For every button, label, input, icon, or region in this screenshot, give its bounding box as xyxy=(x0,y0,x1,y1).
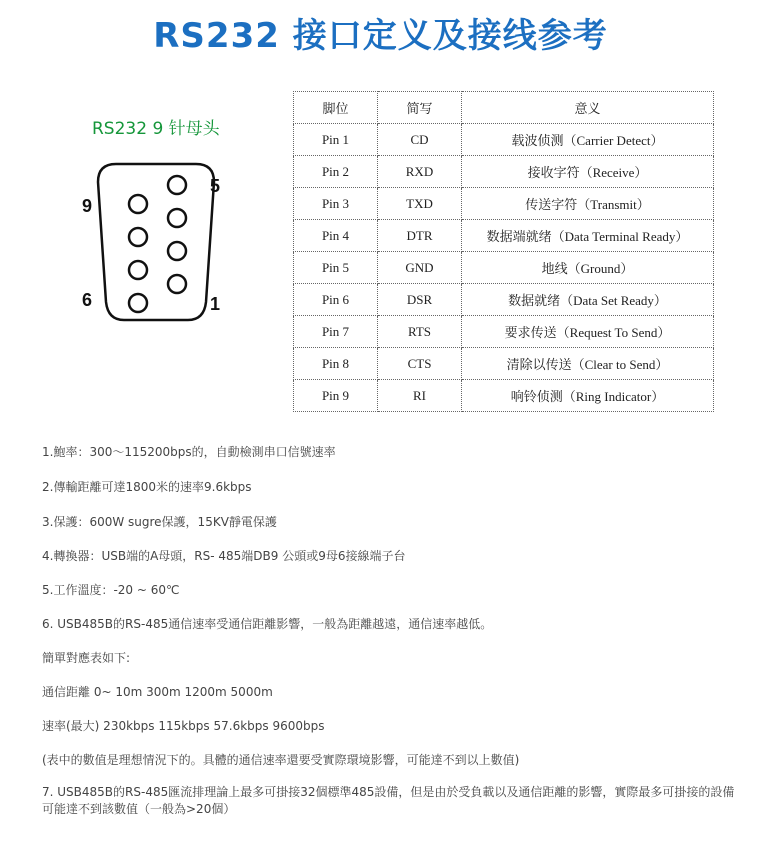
cell-meaning: 数据就绪（Data Set Ready） xyxy=(462,284,714,316)
connector-label: RS232 9 针母头 xyxy=(92,119,220,139)
note-converter: 4.轉換器：USB端的A母頭，RS- 485端DB9 公頭或9母6接線端子台 xyxy=(42,549,406,563)
pin-label-6: 6 xyxy=(82,290,93,310)
cell-pin: Pin 1 xyxy=(294,124,378,156)
cell-pin: Pin 4 xyxy=(294,220,378,252)
cell-meaning: 要求传送（Request To Send） xyxy=(462,316,714,348)
note-bus-devices: 7. USB485B的RS-485匯流排理論上最多可掛接32個標準485設備，但是由於受負載以及通信距離的影響，實際最多可掛接的設備可能達不到該數值（一般為>20個） xyxy=(42,785,735,816)
cell-abbr: DSR xyxy=(378,284,462,316)
cell-meaning: 接收字符（Receive） xyxy=(462,156,714,188)
pin-9-hole xyxy=(129,195,147,213)
pin-7-hole xyxy=(129,261,147,279)
pin-label-9: 9 xyxy=(82,196,93,216)
cell-pin: Pin 6 xyxy=(294,284,378,316)
pinout-table xyxy=(293,91,714,412)
pin-2-hole xyxy=(168,275,186,293)
cell-abbr: RI xyxy=(378,380,462,412)
cell-meaning: 响铃侦测（Ring Indicator） xyxy=(462,380,714,412)
cell-abbr: TXD xyxy=(378,188,462,220)
note-protection: 3.保護：600W sugre保護，15KV靜電保護 xyxy=(42,515,277,529)
note-temperature: 5.工作溫度：-20 ~ 60℃ xyxy=(42,583,180,597)
cell-pin: Pin 2 xyxy=(294,156,378,188)
note-distance-row: 通信距離 0~ 10m 300m 1200m 5000m xyxy=(42,685,273,699)
header-meaning: 意义 xyxy=(462,92,714,124)
header-abbr: 简写 xyxy=(378,92,462,124)
cell-abbr: GND xyxy=(378,252,462,284)
cell-meaning: 清除以传送（Clear to Send） xyxy=(462,348,714,380)
cell-meaning: 传送字符（Transmit） xyxy=(462,188,714,220)
table-header-row xyxy=(294,92,714,124)
note-baud-rate: 1.鮑率：300～115200bps的，自動檢測串口信號速率 xyxy=(42,445,336,459)
note-distance: 2.傳輸距離可達1800米的速率9.6kbps xyxy=(42,480,252,494)
db9-connector-diagram xyxy=(76,152,236,332)
cell-meaning: 地线（Ground） xyxy=(462,252,714,284)
note-rate-distance: 6. USB485B的RS-485通信速率受通信距離影響，一般為距離越遠，通信速率越低。 xyxy=(42,617,493,631)
cell-pin: Pin 3 xyxy=(294,188,378,220)
pin-label-1: 1 xyxy=(210,294,221,314)
cell-pin: Pin 7 xyxy=(294,316,378,348)
table-row xyxy=(294,316,714,348)
cell-pin: Pin 5 xyxy=(294,252,378,284)
header-pin: 脚位 xyxy=(294,92,378,124)
pin-label-5: 5 xyxy=(210,176,221,196)
pin-8-hole xyxy=(129,228,147,246)
page-title: RS232 接口定义及接线参考 xyxy=(153,16,608,56)
cell-pin: Pin 8 xyxy=(294,348,378,380)
table-row xyxy=(294,156,714,188)
cell-abbr: RXD xyxy=(378,156,462,188)
note-table-intro: 簡單對應表如下: xyxy=(42,651,131,665)
cell-abbr: RTS xyxy=(378,316,462,348)
table-row xyxy=(294,252,714,284)
table-row xyxy=(294,188,714,220)
table-row xyxy=(294,348,714,380)
cell-abbr: CD xyxy=(378,124,462,156)
table-row xyxy=(294,220,714,252)
pin-6-hole xyxy=(129,294,147,312)
cell-meaning: 载波侦测（Carrier Detect） xyxy=(462,124,714,156)
pin-4-hole xyxy=(168,209,186,227)
pin-5-hole xyxy=(168,176,186,194)
table-row xyxy=(294,284,714,316)
cell-abbr: DTR xyxy=(378,220,462,252)
table-row xyxy=(294,380,714,412)
pin-3-hole xyxy=(168,242,186,260)
table-row xyxy=(294,124,714,156)
cell-pin: Pin 9 xyxy=(294,380,378,412)
cell-abbr: CTS xyxy=(378,348,462,380)
note-disclaimer: (表中的數值是理想情況下的。具體的通信速率還要受實際環境影響，可能達不到以上數值) xyxy=(42,753,520,767)
cell-meaning: 数据端就绪（Data Terminal Ready） xyxy=(462,220,714,252)
note-rate-row: 速率(最大) 230kbps 115kbps 57.6kbps 9600bps xyxy=(42,719,325,733)
